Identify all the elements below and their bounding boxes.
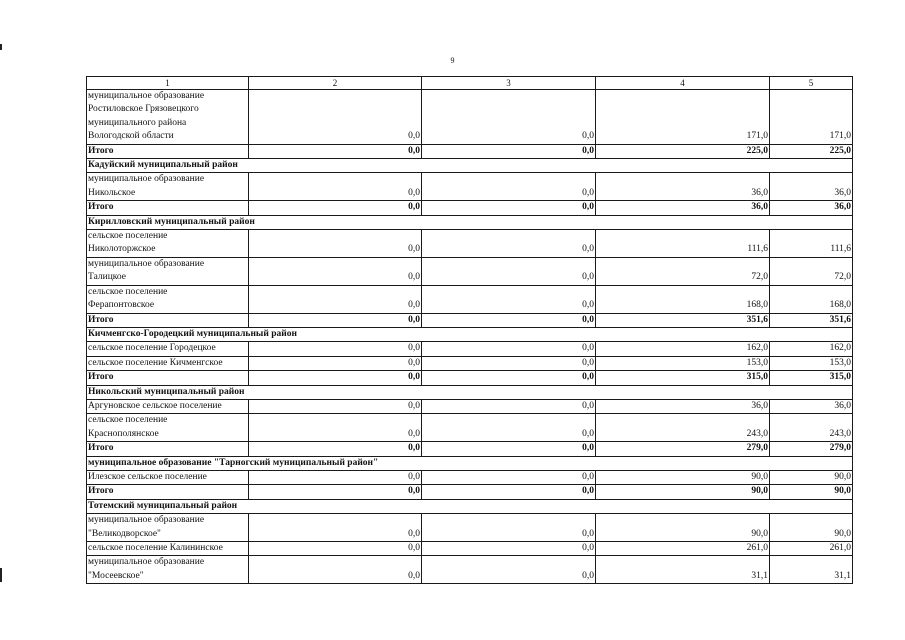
value-cell-col4: 243,0	[596, 414, 770, 442]
table-row	[87, 470, 853, 484]
value-cell-col3: 0,0	[422, 173, 596, 201]
total-row	[87, 144, 853, 158]
name-line: сельское поселение	[88, 415, 168, 426]
value-cell-col2: 0,0	[249, 144, 422, 158]
value-cell-col4: 90,0	[596, 514, 770, 542]
value-cell-col4: 31,1	[596, 556, 770, 584]
value-cell-col5: 225,0	[770, 144, 853, 158]
value-cell-col4: 72,0	[596, 257, 770, 285]
name-line: Итого	[88, 145, 114, 156]
name-line: Ростиловское Грязовецкого	[88, 104, 199, 115]
value-cell-col3: 0,0	[422, 201, 596, 215]
value-cell-col4: 168,0	[596, 285, 770, 313]
section-title: Кирилловский муниципальный район	[87, 215, 853, 229]
value-cell-col3: 0,0	[422, 470, 596, 484]
value-cell-col5: 36,0	[770, 201, 853, 215]
name-line: Краснополянское	[88, 428, 159, 439]
value-cell-col2: 0,0	[249, 485, 422, 499]
name-line: сельское поселение Городецкое	[88, 343, 216, 354]
table-row	[87, 399, 853, 413]
name-cell	[87, 230, 249, 258]
name-line: сельское поселение	[88, 286, 168, 297]
section-row	[87, 385, 853, 399]
header-cell: 1	[87, 77, 249, 90]
table-row	[87, 514, 853, 542]
table-row	[87, 356, 853, 370]
value-cell-col3: 0,0	[422, 230, 596, 258]
total-row	[87, 442, 853, 456]
value-cell-col3: 0,0	[422, 414, 596, 442]
value-cell-col3: 0,0	[422, 144, 596, 158]
value-cell-col2: 0,0	[249, 342, 422, 356]
name-line: муниципальное образование	[88, 515, 205, 526]
header-row	[87, 77, 853, 90]
value-cell-col3: 0,0	[422, 257, 596, 285]
value-cell-col3: 0,0	[422, 556, 596, 584]
name-cell	[87, 285, 249, 313]
total-row	[87, 485, 853, 499]
value-cell-col5: 168,0	[770, 285, 853, 313]
value-cell-col3: 0,0	[422, 313, 596, 327]
name-line: муниципальное образование	[88, 91, 205, 101]
table-row	[87, 342, 853, 356]
name-line: Илезское сельское поселение	[88, 471, 207, 482]
name-line: Аргуновское сельское поселение	[88, 400, 222, 411]
value-cell-col5: 72,0	[770, 257, 853, 285]
name-line: муниципального района	[88, 117, 187, 128]
value-cell-col3: 0,0	[422, 371, 596, 385]
value-cell-col2: 0,0	[249, 470, 422, 484]
table-row	[87, 230, 853, 258]
name-line: Итого	[88, 202, 114, 213]
name-line: Вологодской области	[88, 131, 174, 142]
header-cell: 2	[249, 77, 422, 90]
value-cell-col4: 261,0	[596, 542, 770, 556]
name-cell	[87, 414, 249, 442]
value-cell-col2: 0,0	[249, 442, 422, 456]
name-cell	[87, 173, 249, 201]
name-line: сельское поселение	[88, 231, 168, 242]
value-cell-col5: 243,0	[770, 414, 853, 442]
value-cell-col4: 36,0	[596, 201, 770, 215]
name-line: муниципальное образование	[88, 557, 205, 568]
section-title: муниципальное образование "Тарногский муниципальный район"	[87, 456, 853, 470]
value-cell-col2: 0,0	[249, 90, 422, 145]
table-row	[87, 285, 853, 313]
value-cell-col4: 225,0	[596, 144, 770, 158]
scan-edge-mark-top	[0, 44, 2, 50]
table-row	[87, 556, 853, 584]
total-row	[87, 201, 853, 215]
value-cell-col3: 0,0	[422, 356, 596, 370]
value-cell-col4: 111,6	[596, 230, 770, 258]
header-cell: 5	[770, 77, 853, 90]
value-cell-col3: 0,0	[422, 90, 596, 145]
value-cell-col4: 315,0	[596, 371, 770, 385]
value-cell-col4: 36,0	[596, 399, 770, 413]
value-cell-col5: 31,1	[770, 556, 853, 584]
value-cell-col2: 0,0	[249, 201, 422, 215]
value-cell-col2: 0,0	[249, 399, 422, 413]
value-cell-col4: 90,0	[596, 470, 770, 484]
scan-edge-mark-bottom	[0, 568, 2, 582]
value-cell-col2: 0,0	[249, 514, 422, 542]
name-cell	[87, 556, 249, 584]
name-line: Ферапонтовское	[88, 300, 155, 311]
value-cell-col4: 90,0	[596, 485, 770, 499]
section-row	[87, 327, 853, 341]
name-cell	[87, 144, 249, 158]
value-cell-col2: 0,0	[249, 173, 422, 201]
section-title: Тотемский муниципальный район	[87, 499, 853, 513]
value-cell-col5: 153,0	[770, 356, 853, 370]
name-cell	[87, 356, 249, 370]
value-cell-col2: 0,0	[249, 542, 422, 556]
name-line: Итого	[88, 486, 114, 497]
value-cell-col4: 36,0	[596, 173, 770, 201]
value-cell-col2: 0,0	[249, 313, 422, 327]
value-cell-col4: 153,0	[596, 356, 770, 370]
value-cell-col5: 261,0	[770, 542, 853, 556]
section-row	[87, 456, 853, 470]
value-cell-col2: 0,0	[249, 556, 422, 584]
name-line: "Мосеевское"	[88, 570, 144, 581]
header-cell: 4	[596, 77, 770, 90]
value-cell-col4: 351,6	[596, 313, 770, 327]
value-cell-col5: 90,0	[770, 470, 853, 484]
value-cell-col5: 315,0	[770, 371, 853, 385]
value-cell-col3: 0,0	[422, 285, 596, 313]
name-line: Никольское	[88, 187, 136, 198]
value-cell-col4: 171,0	[596, 90, 770, 145]
value-cell-col3: 0,0	[422, 342, 596, 356]
section-row	[87, 159, 853, 173]
value-cell-col5: 90,0	[770, 514, 853, 542]
table-row	[87, 173, 853, 201]
value-cell-col2: 0,0	[249, 257, 422, 285]
section-row	[87, 499, 853, 513]
value-cell-col3: 0,0	[422, 514, 596, 542]
section-title: Кичменгско-Городецкий муниципальный район	[87, 327, 853, 341]
value-cell-col2: 0,0	[249, 356, 422, 370]
value-cell-col5: 36,0	[770, 173, 853, 201]
name-line: муниципальное образование	[88, 258, 205, 269]
name-cell	[87, 399, 249, 413]
name-cell	[87, 514, 249, 542]
name-line: Николоторжское	[88, 244, 156, 255]
value-cell-col5: 351,6	[770, 313, 853, 327]
table-row	[87, 90, 853, 145]
value-cell-col2: 0,0	[249, 285, 422, 313]
name-cell	[87, 485, 249, 499]
name-line: Талицкое	[88, 272, 126, 283]
data-table	[86, 76, 853, 584]
table-row	[87, 414, 853, 442]
total-row	[87, 313, 853, 327]
value-cell-col5: 162,0	[770, 342, 853, 356]
name-line: "Великодворское"	[88, 528, 161, 539]
name-cell	[87, 442, 249, 456]
name-line: сельское поселение Кичменгское	[88, 357, 223, 368]
name-line: Итого	[88, 443, 114, 454]
name-cell	[87, 470, 249, 484]
value-cell-col3: 0,0	[422, 442, 596, 456]
section-row	[87, 215, 853, 229]
name-line: муниципальное образование	[88, 174, 205, 185]
value-cell-col5: 36,0	[770, 399, 853, 413]
value-cell-col5: 90,0	[770, 485, 853, 499]
name-cell	[87, 342, 249, 356]
value-cell-col3: 0,0	[422, 399, 596, 413]
value-cell-col5: 279,0	[770, 442, 853, 456]
value-cell-col2: 0,0	[249, 414, 422, 442]
total-row	[87, 371, 853, 385]
section-title: Никольский муниципальный район	[87, 385, 853, 399]
value-cell-col4: 279,0	[596, 442, 770, 456]
section-title: Кадуйский муниципальный район	[87, 159, 853, 173]
value-cell-col5: 111,6	[770, 230, 853, 258]
name-cell	[87, 201, 249, 215]
page-number: 9	[450, 56, 455, 65]
name-line: Итого	[88, 372, 114, 383]
name-cell	[87, 313, 249, 327]
value-cell-col3: 0,0	[422, 542, 596, 556]
name-line: сельское поселение Калининское	[88, 543, 223, 553]
value-cell-col3: 0,0	[422, 485, 596, 499]
header-cell: 3	[422, 77, 596, 90]
table-body	[87, 90, 853, 584]
value-cell-col5: 171,0	[770, 90, 853, 145]
table-row	[87, 257, 853, 285]
name-cell	[87, 90, 249, 145]
name-cell	[87, 371, 249, 385]
name-cell	[87, 257, 249, 285]
name-line: Итого	[88, 314, 114, 325]
value-cell-col4: 162,0	[596, 342, 770, 356]
table-row	[87, 542, 853, 556]
value-cell-col2: 0,0	[249, 230, 422, 258]
value-cell-col2: 0,0	[249, 371, 422, 385]
name-cell	[87, 542, 249, 556]
